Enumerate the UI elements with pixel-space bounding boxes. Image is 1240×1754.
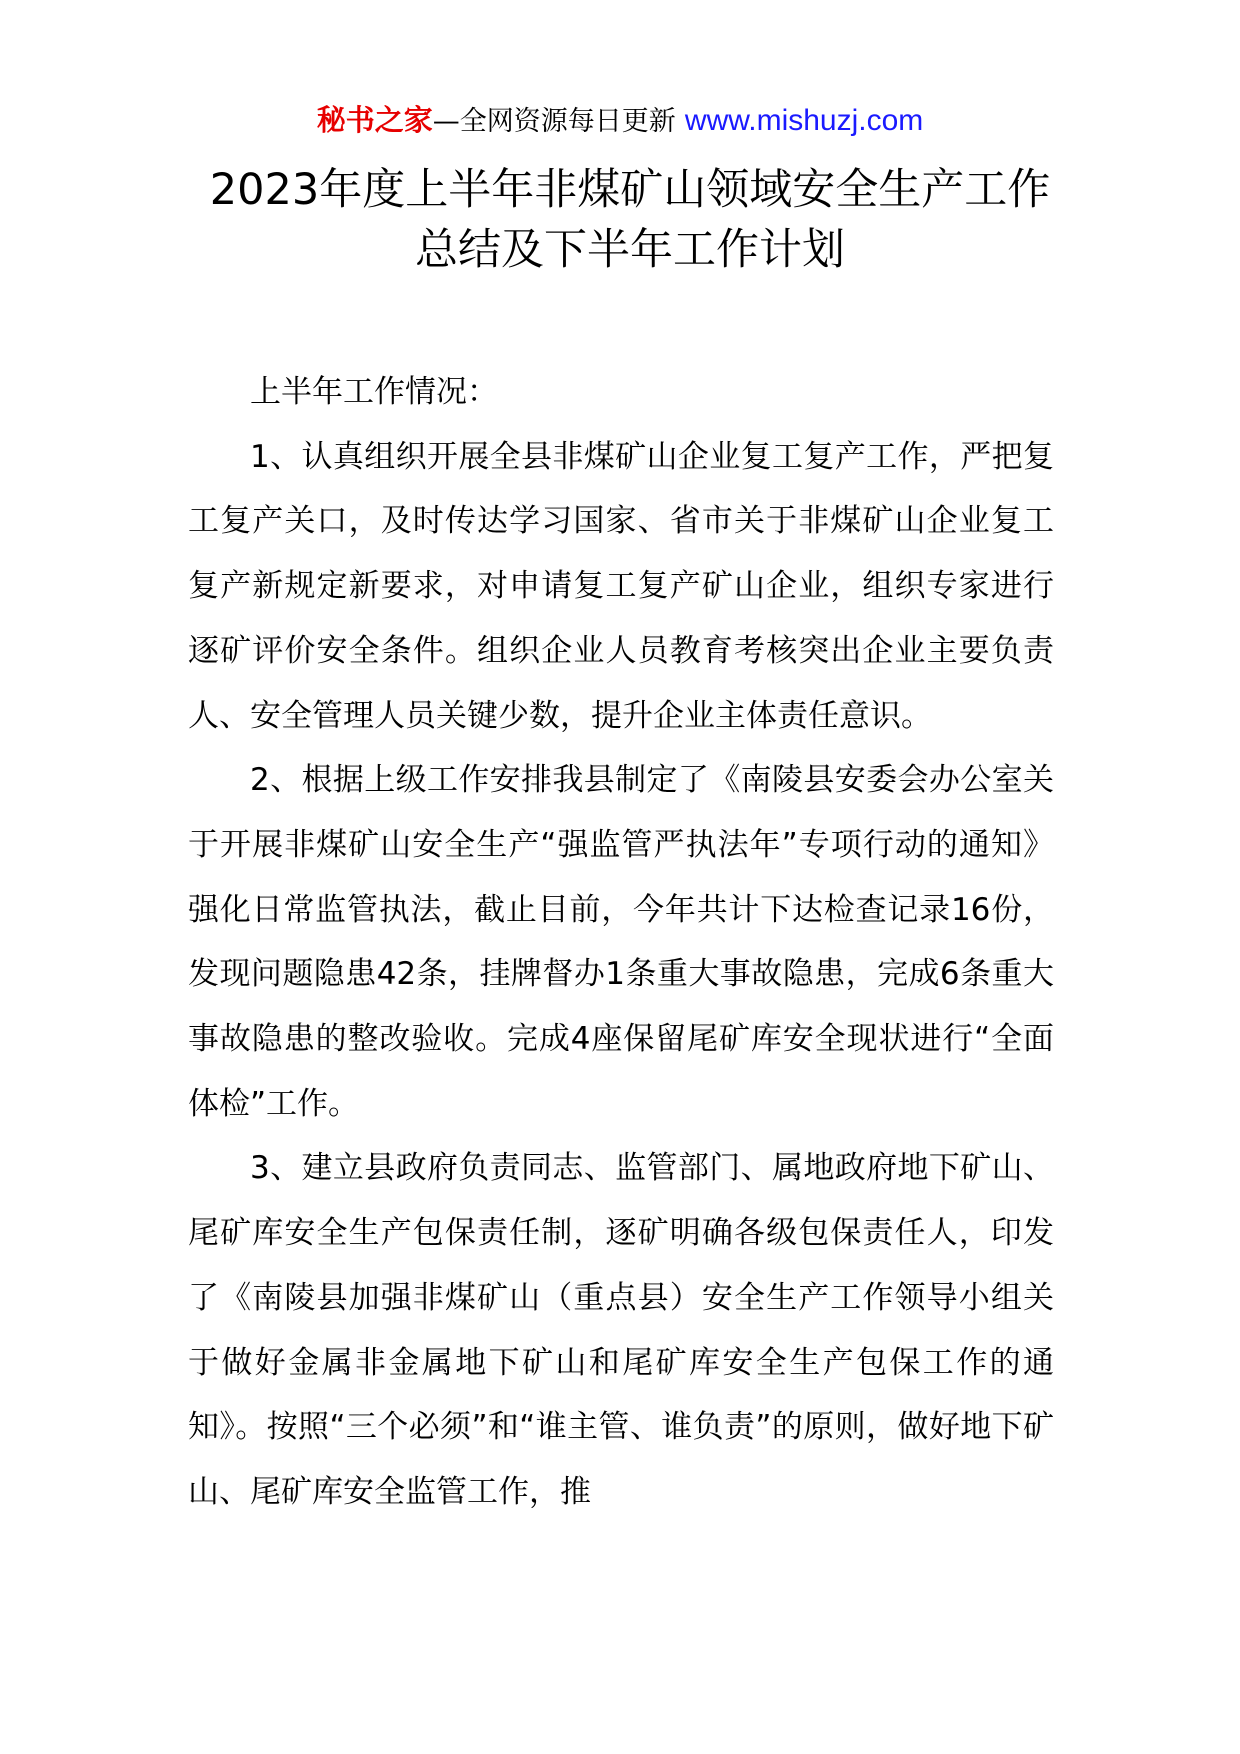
section-heading: 上半年工作情况： — [250, 374, 498, 410]
paragraph-item-1: 1、认真组织开展全县非煤矿山企业复工复产工作，严把复工复产关口，及时传达学习国家、省市关于非煤矿山企业复工复产新规定新要求，对申请复工复产矿山企业，组织专家进行逐矿评价安全条件。组织企业人员教育考核突出企业主要负责人、安全管理人员关键少数，提升企业主体责任意识。 — [188, 438, 1054, 734]
paragraph-item-2: 2、根据上级工作安排我县制定了《南陵县安委会办公室关于开展非煤矿山安全生产“强监管严执法年”专项行动的通知》强化日常监管执法，截止目前，今年共计下达检查记录16份，发现问题隐患42条，挂牌督办1条重大事故隐患，完成6条重大事故隐患的整改验收。完成4座保留尾矿库安全现状进行“全面体检”工作。 — [188, 762, 1054, 1122]
site-url-link[interactable]: www.mishuzj.com — [684, 104, 924, 137]
site-header — [0, 100, 1240, 142]
document-title: 2023年度上半年非煤矿山领域安全生产工作总结及下半年工作计划 — [209, 165, 1051, 275]
document-body — [188, 360, 1054, 1525]
paragraph-item-3: 3、建立县政府负责同志、监管部门、属地政府地下矿山、尾矿库安全生产包保责任制，逐矿明确各级包保责任人，印发了《南陵县加强非煤矿山（重点县）安全生产工作领导小组关于做好金属非金属地下矿山和尾矿库安全生产包保工作的通知》。按照“三个必须”和“谁主管、谁负责”的原则，做好地下矿山、尾矿库安全监管工作，推 — [188, 1150, 1054, 1510]
site-tagline: —全网资源每日更新 — [432, 106, 676, 137]
site-brand: 秘书之家 — [316, 103, 433, 137]
